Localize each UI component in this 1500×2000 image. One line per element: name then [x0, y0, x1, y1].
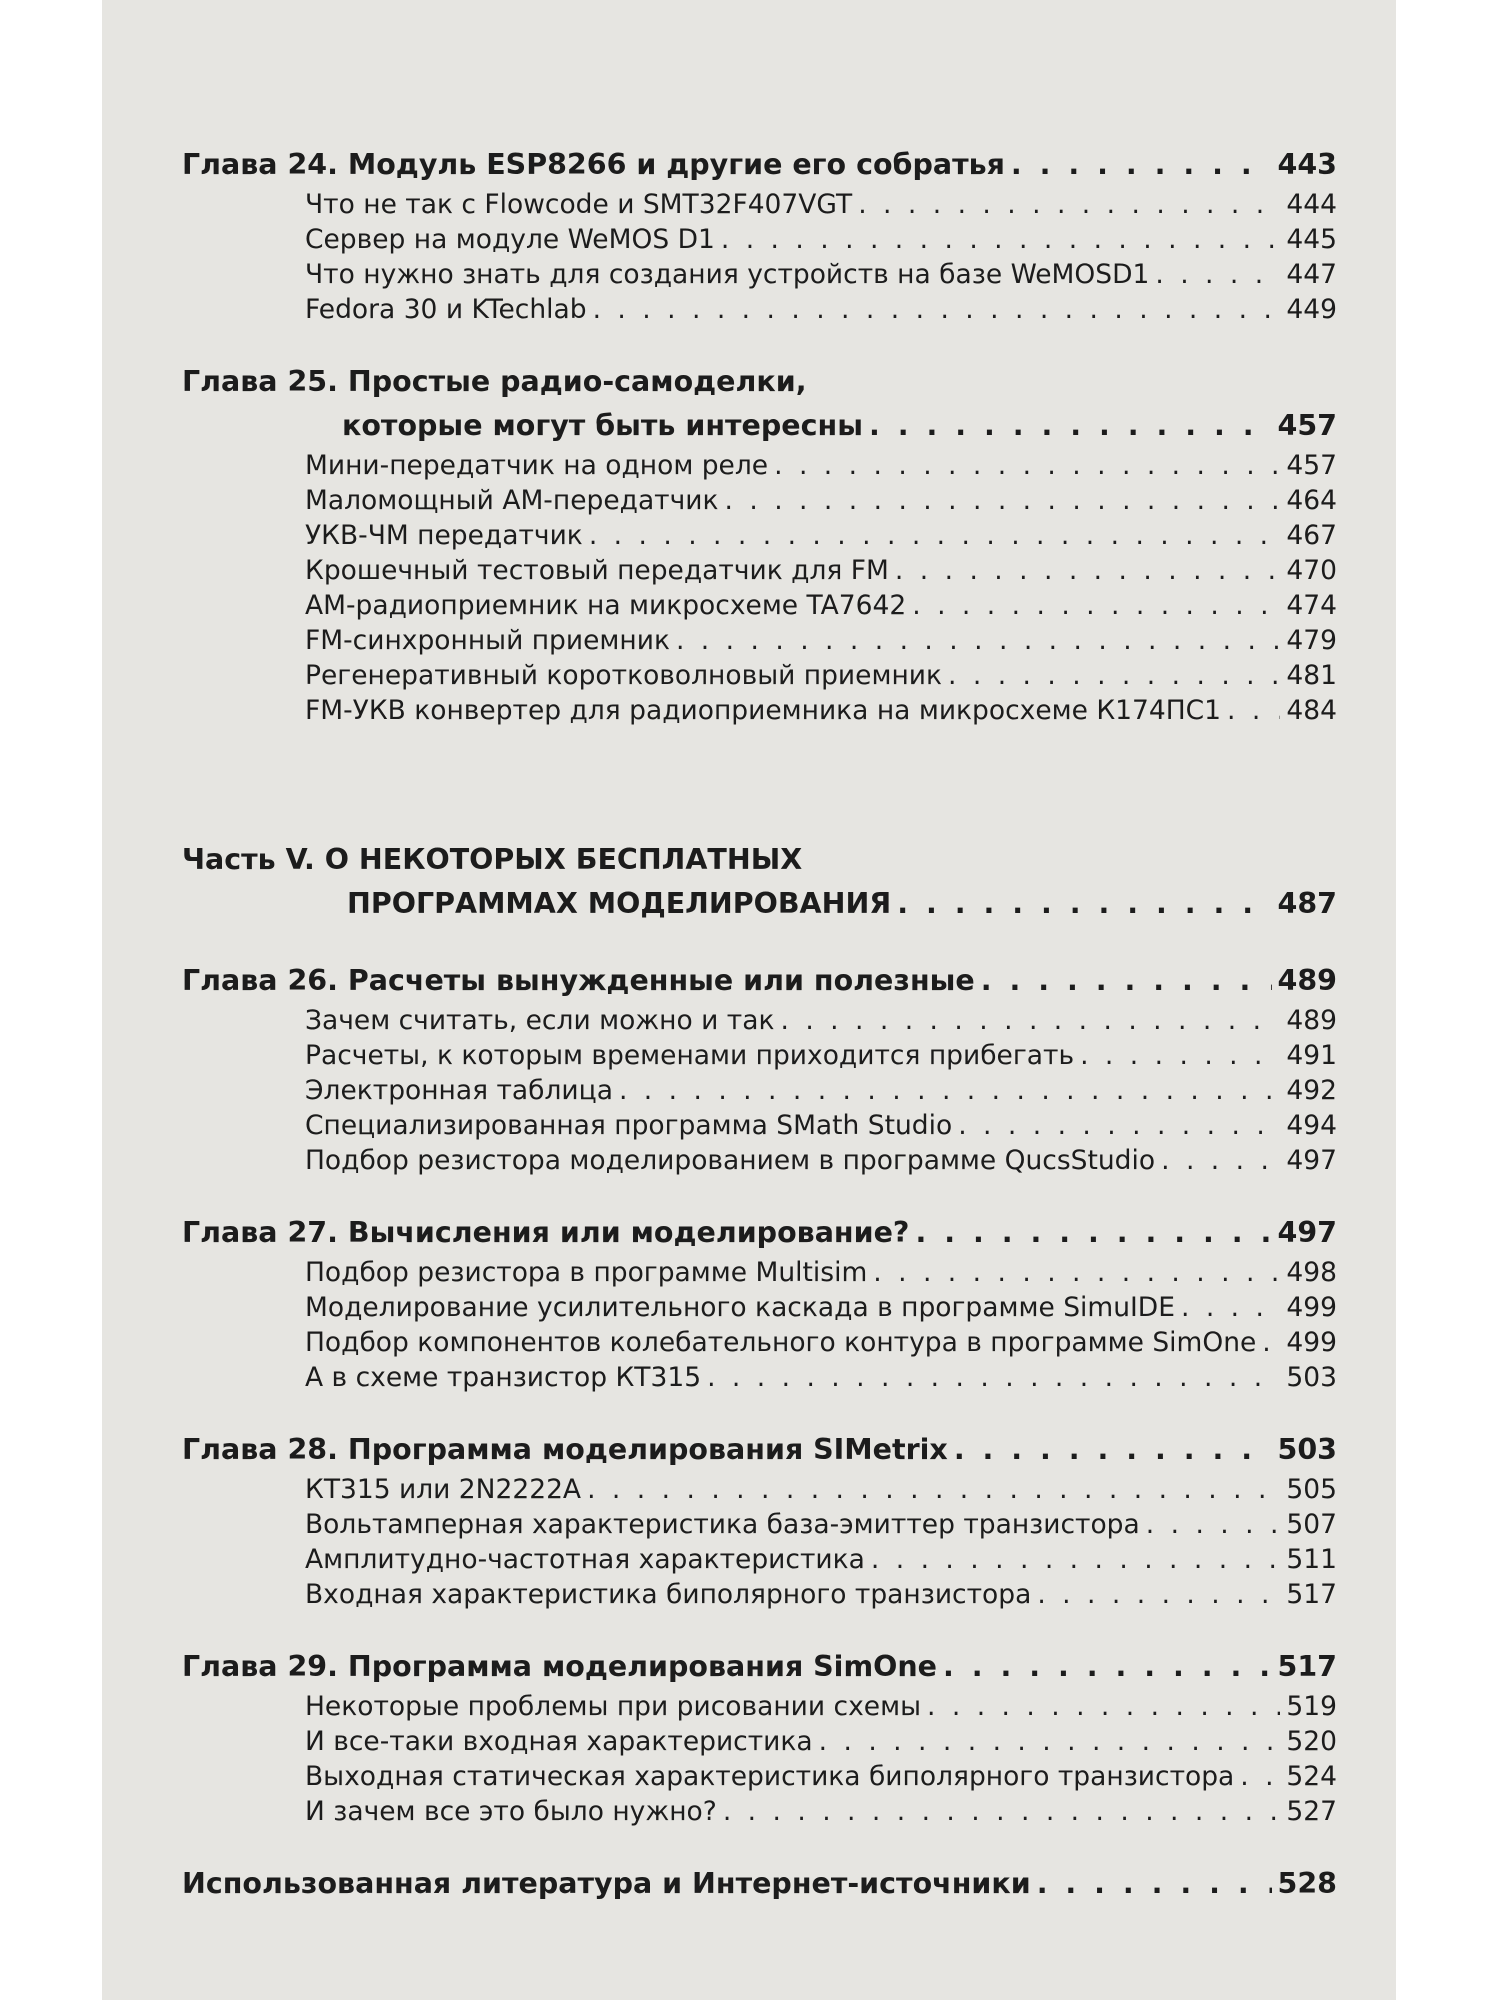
entry-page-number: 494 [1286, 1110, 1337, 1141]
entry-page-number: 444 [1286, 189, 1337, 220]
toc-entry [182, 292, 1337, 327]
entry-page-number: 499 [1286, 1327, 1337, 1358]
entry-title: Мини-передатчик на одном реле [305, 450, 769, 481]
chapter-heading [182, 143, 1337, 187]
chapter-title-line1: Глава 25. Простые радио-самоделки, [182, 365, 807, 398]
toc-entry [182, 448, 1337, 483]
toc-entry [182, 483, 1337, 518]
entry-title: Подбор резистора в программе Multisim [305, 1257, 868, 1288]
toc-entry [182, 1724, 1337, 1759]
entry-title: Крошечный тестовый передатчик для FM [305, 555, 889, 586]
references-title: Использованная литература и Интернет-источники [182, 1867, 1031, 1900]
chapter-page-number: 517 [1277, 1650, 1337, 1683]
entry-title: Регенеративный коротковолновый приемник [305, 660, 942, 691]
toc-entry [182, 1472, 1337, 1507]
toc-entry [182, 658, 1337, 693]
toc-entry [182, 1759, 1337, 1794]
chapter-28 [182, 1428, 1337, 1612]
toc-entry [182, 222, 1337, 257]
entry-page-number: 447 [1286, 259, 1337, 290]
entry-page-number: 503 [1286, 1362, 1337, 1393]
entry-title: Зачем считать, если можно и так [305, 1005, 775, 1036]
entry-title: Выходная статическая характеристика биполярного транзистора [305, 1761, 1235, 1792]
toc-entry [182, 553, 1337, 588]
chapter-page-number: 443 [1277, 148, 1337, 181]
toc-entry [182, 623, 1337, 658]
entry-title: Входная характеристика биполярного транзистора [305, 1579, 1032, 1610]
chapter-heading [182, 404, 1337, 448]
toc-entry [182, 1038, 1337, 1073]
entry-title: Подбор резистора моделированием в программе QucsStudio [305, 1145, 1156, 1176]
toc-entry [182, 518, 1337, 553]
chapter-page-number: 497 [1277, 1216, 1337, 1249]
entry-page-number: 527 [1286, 1796, 1337, 1827]
entry-title: Расчеты, к которым временами приходится прибегать [305, 1040, 1075, 1071]
entry-page-number: 474 [1286, 590, 1337, 621]
entry-title: FM-УКВ конвертер для радиоприемника на микросхеме К174ПС1 [305, 695, 1222, 726]
chapter-title: Глава 27. Вычисления или моделирование? [182, 1216, 910, 1249]
entry-page-number: 511 [1286, 1544, 1337, 1575]
entry-title: Fedora 30 и KTechlab [305, 294, 587, 325]
chapter-title: Глава 24. Модуль ESP8266 и другие его собратья [182, 148, 1005, 181]
references-heading [182, 1862, 1337, 1906]
chapter-page-number: 489 [1277, 964, 1337, 997]
toc-entry [182, 1073, 1337, 1108]
toc-entry [182, 1577, 1337, 1612]
entry-title: Вольтамперная характеристика база-эмиттер транзистора [305, 1509, 1140, 1540]
entry-page-number: 520 [1286, 1726, 1337, 1757]
table-of-contents [182, 143, 1337, 1939]
entry-page-number: 457 [1286, 450, 1337, 481]
part-5 [182, 838, 1337, 926]
entry-page-number: 499 [1286, 1292, 1337, 1323]
chapter-heading [182, 1428, 1337, 1472]
entry-page-number: 464 [1286, 485, 1337, 516]
chapter-page-number: 503 [1277, 1433, 1337, 1466]
toc-entry [182, 1507, 1337, 1542]
toc-entry [182, 1360, 1337, 1395]
entry-title: Специализированная программа SMath Studio [305, 1110, 953, 1141]
entry-title: А в схеме транзистор КТ315 [305, 1362, 702, 1393]
chapter-title: Глава 29. Программа моделирования SimOne [182, 1650, 937, 1683]
chapter-26 [182, 959, 1337, 1178]
entry-title: КТ315 или 2N2222A [305, 1474, 582, 1505]
chapter-29 [182, 1645, 1337, 1829]
references-page-number: 528 [1277, 1867, 1337, 1900]
entry-title: И все-таки входная характеристика [305, 1726, 813, 1757]
chapter-page-number: 457 [1277, 409, 1337, 442]
entry-title: Амплитудно-частотная характеристика [305, 1544, 865, 1575]
toc-entry [182, 1794, 1337, 1829]
entry-title: FM-синхронный приемник [305, 625, 670, 656]
toc-entry [182, 1290, 1337, 1325]
entry-title: Подбор компонентов колебательного контура в программе SimOne [305, 1327, 1257, 1358]
toc-entry [182, 1542, 1337, 1577]
entry-page-number: 519 [1286, 1691, 1337, 1722]
entry-title: Что не так с Flowcode и SMT32F407VGT [305, 189, 853, 220]
entry-page-number: 491 [1286, 1040, 1337, 1071]
entry-page-number: 492 [1286, 1075, 1337, 1106]
entry-page-number: 497 [1286, 1145, 1337, 1176]
book-page [102, 0, 1396, 2000]
entry-page-number: 470 [1286, 555, 1337, 586]
entry-page-number: 517 [1286, 1579, 1337, 1610]
toc-entry [182, 257, 1337, 292]
entry-title: Электронная таблица [305, 1075, 613, 1106]
toc-entry [182, 693, 1337, 728]
toc-entry [182, 1689, 1337, 1724]
entry-page-number: 507 [1286, 1509, 1337, 1540]
part-title-line1: Часть V. О НЕКОТОРЫХ БЕСПЛАТНЫХ [182, 843, 803, 876]
toc-entry [182, 1108, 1337, 1143]
chapter-heading [182, 1211, 1337, 1255]
toc-entry [182, 588, 1337, 623]
chapter-title-line2: которые могут быть интересны [342, 409, 863, 442]
chapter-25 [182, 360, 1337, 728]
entry-title: Что нужно знать для создания устройств на базе WeMOSD1 [305, 259, 1150, 290]
entry-page-number: 479 [1286, 625, 1337, 656]
entry-title: Моделирование усилительного каскада в программе SimuIDE [305, 1292, 1175, 1323]
entry-title: УКВ-ЧМ передатчик [305, 520, 583, 551]
toc-entry [182, 1143, 1337, 1178]
entry-title: И зачем все это было нужно? [305, 1796, 717, 1827]
chapter-heading [182, 1645, 1337, 1689]
entry-title: Маломощный АМ-передатчик [305, 485, 719, 516]
chapter-24 [182, 143, 1337, 327]
toc-entry [182, 1325, 1337, 1360]
entry-page-number: 481 [1286, 660, 1337, 691]
entry-title: Некоторые проблемы при рисовании схемы [305, 1691, 921, 1722]
chapter-heading [182, 959, 1337, 1003]
chapter-title: Глава 28. Программа моделирования SIMetrix [182, 1433, 948, 1466]
toc-entry [182, 1255, 1337, 1290]
toc-entry [182, 187, 1337, 222]
chapter-27 [182, 1211, 1337, 1395]
entry-page-number: 489 [1286, 1005, 1337, 1036]
entry-page-number: 505 [1286, 1474, 1337, 1505]
entry-page-number: 445 [1286, 224, 1337, 255]
part-heading [182, 882, 1337, 926]
entry-page-number: 449 [1286, 294, 1337, 325]
entry-title: AM-радиоприемник на микросхеме TA7642 [305, 590, 907, 621]
part-page-number: 487 [1277, 887, 1337, 920]
part-title-line2: ПРОГРАММАХ МОДЕЛИРОВАНИЯ [347, 887, 892, 920]
entry-page-number: 467 [1286, 520, 1337, 551]
entry-title: Сервер на модуле WeMOS D1 [305, 224, 715, 255]
entry-page-number: 498 [1286, 1257, 1337, 1288]
entry-page-number: 524 [1286, 1761, 1337, 1792]
chapter-title: Глава 26. Расчеты вынужденные или полезные [182, 964, 975, 997]
references [182, 1862, 1337, 1906]
toc-entry [182, 1003, 1337, 1038]
entry-page-number: 484 [1286, 695, 1337, 726]
